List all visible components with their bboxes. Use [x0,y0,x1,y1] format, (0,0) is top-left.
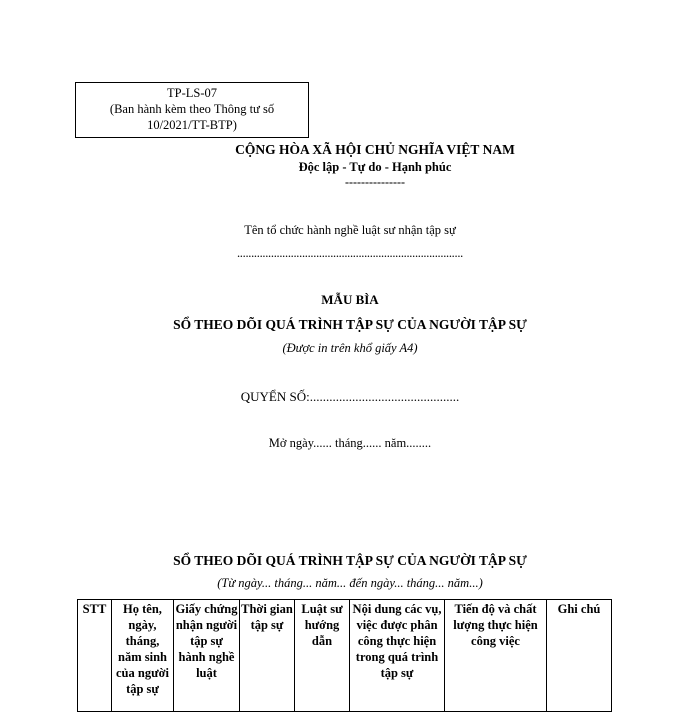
organization-label: Tên tổ chức hành nghề luật sư nhận tập sự [244,223,456,237]
column-header: Luật sư hướng dẫn [295,600,350,712]
national-title: CỘNG HÒA XÃ HỘI CHỦ NGHĨA VIỆT NAM [235,142,515,157]
header-divider: --------------- [345,175,405,189]
column-header: Nội dung các vụ, việc được phân công thực hiện trong quá trình tập sự [350,600,445,712]
column-header: Giấy chứng nhận người tập sự hành nghề luật [174,600,240,712]
log-period: (Từ ngày... tháng... năm... đến ngày... tháng... năm...) [217,576,483,590]
opened-date: Mở ngày...... tháng...... năm........ [268,436,432,450]
issued-note-line1: (Ban hành kèm theo Thông tư số [109,102,275,116]
print-note: (Được in trên khổ giấy A4) [282,341,418,355]
volume-number: QUYỂN SỐ:.............................................. [240,389,460,404]
column-header: Họ tên, ngày, tháng, năm sinh của người tập sự [112,600,174,712]
column-header: STT [78,600,112,712]
column-header: Ghi chú [547,600,612,712]
table-header-row [78,600,612,712]
log-table [77,599,612,712]
cover-title: MẪU BÌA [321,292,379,307]
national-motto: Độc lập - Tự do - Hạnh phúc [298,160,452,174]
organization-dots: ................................................................................ [236,246,463,260]
form-code: TP-LS-07 [167,86,217,100]
form-code-box [75,82,309,138]
issued-note-line2: 10/2021/TT-BTP) [147,118,237,132]
book-title: SỔ THEO DÕI QUÁ TRÌNH TẬP SỰ CỦA NGƯỜI TẬP SỰ [173,317,527,332]
column-header: Thời gian tập sự [240,600,295,712]
column-header: Tiến độ và chất lượng thực hiện công việc [445,600,547,712]
log-title: SỔ THEO DÕI QUÁ TRÌNH TẬP SỰ CỦA NGƯỜI TẬP SỰ [173,553,527,568]
